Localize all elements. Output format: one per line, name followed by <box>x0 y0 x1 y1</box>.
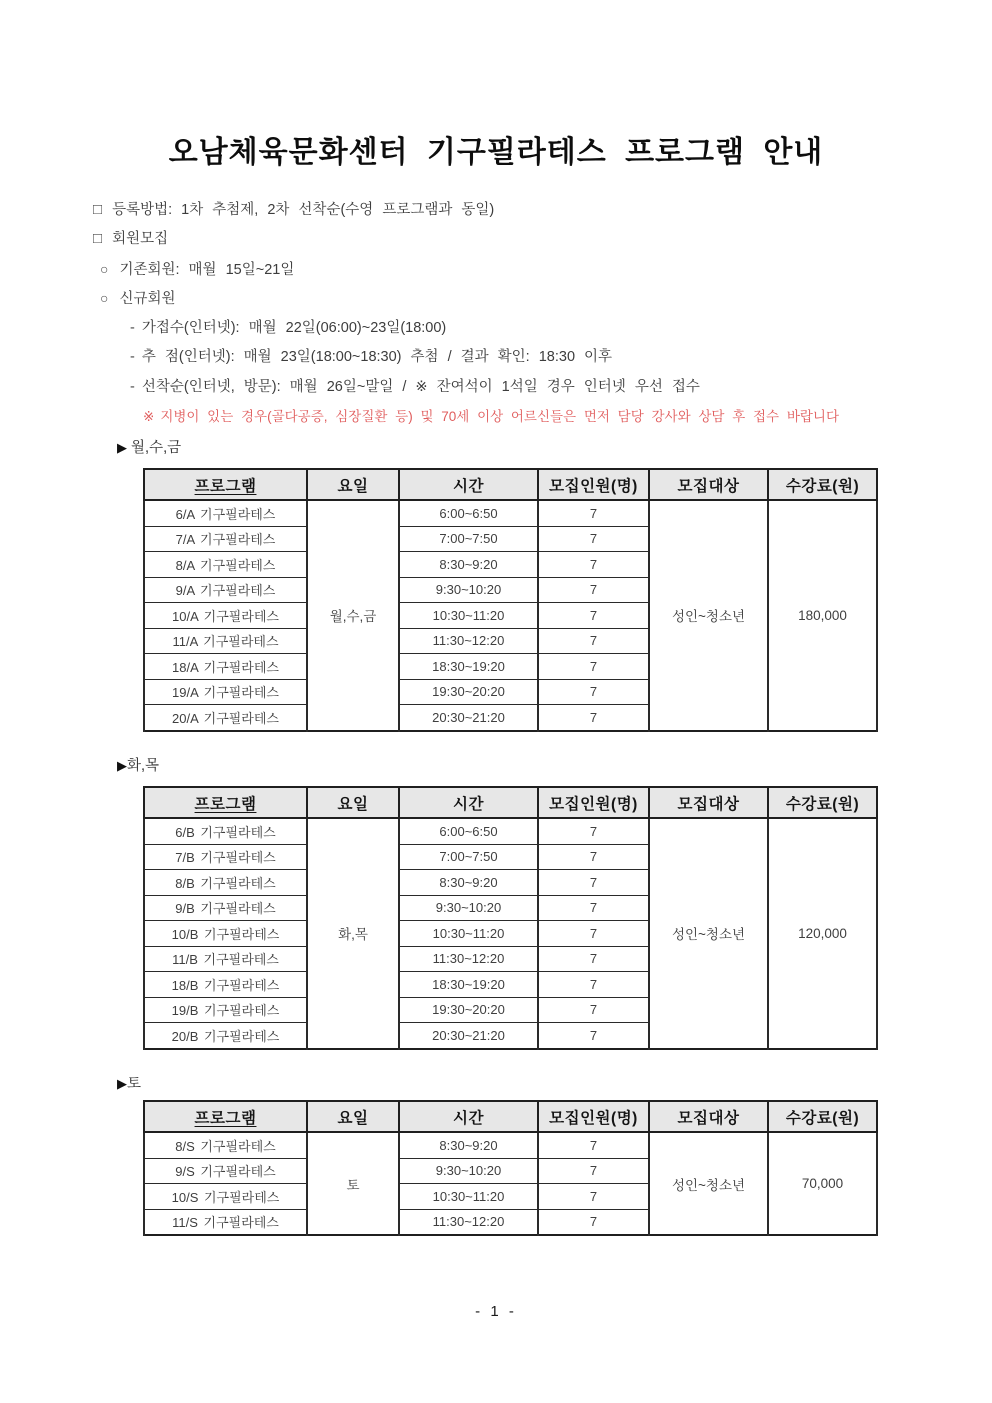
program-cell: 18/B 기구필라테스 <box>144 972 307 998</box>
time-cell: 8:30~9:20 <box>399 870 538 896</box>
time-cell: 9:30~10:20 <box>399 577 538 603</box>
dash-bullet-icon: - <box>130 349 135 365</box>
capacity-cell: 7 <box>538 552 649 578</box>
time-cell: 20:30~21:20 <box>399 1023 538 1049</box>
header-target: 모집대상 <box>649 787 768 818</box>
capacity-cell: 7 <box>538 654 649 680</box>
time-cell: 10:30~11:20 <box>399 1184 538 1210</box>
header-capacity: 모집인원(명) <box>538 1101 649 1132</box>
table-header-row <box>144 787 877 818</box>
header-capacity: 모집인원(명) <box>538 787 649 818</box>
section-label-mon-wed-fri <box>117 436 181 457</box>
notice-line <box>130 318 446 338</box>
square-bullet-icon: □ <box>93 230 103 247</box>
health-warning-note <box>143 407 839 427</box>
day-cell: 월,수,금 <box>307 500 399 731</box>
target-cell: 성인~청소년 <box>649 1132 768 1235</box>
day-cell: 화,목 <box>307 818 399 1049</box>
time-cell: 7:00~7:50 <box>399 844 538 870</box>
fee-cell: 70,000 <box>768 1132 877 1235</box>
time-cell: 11:30~12:20 <box>399 1209 538 1235</box>
time-cell: 11:30~12:20 <box>399 628 538 654</box>
program-cell: 9/S 기구필라테스 <box>144 1158 307 1184</box>
program-cell: 19/A 기구필라테스 <box>144 679 307 705</box>
program-cell: 10/B 기구필라테스 <box>144 921 307 947</box>
program-cell: 11/B 기구필라테스 <box>144 946 307 972</box>
section-label-text: 화,목 <box>127 758 160 774</box>
header-day: 요일 <box>307 787 399 818</box>
notice-text: 가접수(인터넷): 매월 22일(06:00)~23일(18:00) <box>141 320 447 336</box>
time-cell: 6:00~6:50 <box>399 818 538 844</box>
program-cell: 6/A 기구필라테스 <box>144 500 307 526</box>
fee-cell: 180,000 <box>768 500 877 731</box>
capacity-cell: 7 <box>538 895 649 921</box>
header-program: 프로그램 <box>144 1101 307 1132</box>
triangle-bullet-icon: ▶ <box>117 440 127 455</box>
header-target: 모집대상 <box>649 1101 768 1132</box>
header-time: 시간 <box>399 469 538 500</box>
program-cell: 20/A 기구필라테스 <box>144 705 307 731</box>
schedule-table-tue-thu <box>143 786 878 1050</box>
capacity-cell: 7 <box>538 1023 649 1049</box>
triangle-bullet-icon: ▶ <box>117 1076 127 1091</box>
notice-text: 기존회원: 매월 15일~21일 <box>119 262 295 278</box>
program-cell: 7/A 기구필라테스 <box>144 526 307 552</box>
time-cell: 8:30~9:20 <box>399 1132 538 1158</box>
header-program: 프로그램 <box>144 469 307 500</box>
capacity-cell: 7 <box>538 1158 649 1184</box>
capacity-cell: 7 <box>538 1209 649 1235</box>
notice-line <box>93 229 168 249</box>
program-cell: 11/S 기구필라테스 <box>144 1209 307 1235</box>
time-cell: 18:30~19:20 <box>399 654 538 680</box>
time-cell: 18:30~19:20 <box>399 972 538 998</box>
time-cell: 10:30~11:20 <box>399 921 538 947</box>
notice-line <box>93 200 494 220</box>
section-label-tue-thu <box>117 754 159 775</box>
section-label-text: 토 <box>127 1076 142 1092</box>
header-time: 시간 <box>399 1101 538 1132</box>
table-row <box>144 1132 877 1158</box>
reference-mark-icon: ※ <box>143 409 155 424</box>
time-cell: 7:00~7:50 <box>399 526 538 552</box>
table-row <box>144 500 877 526</box>
capacity-cell: 7 <box>538 679 649 705</box>
time-cell: 9:30~10:20 <box>399 1158 538 1184</box>
program-cell: 20/B 기구필라테스 <box>144 1023 307 1049</box>
program-cell: 8/A 기구필라테스 <box>144 552 307 578</box>
header-program: 프로그램 <box>144 787 307 818</box>
table-header-row <box>144 1101 877 1132</box>
target-cell: 성인~청소년 <box>649 500 768 731</box>
capacity-cell: 7 <box>538 818 649 844</box>
notice-text: 선착순(인터넷, 방문): 매월 26일~말일 / ※ 잔여석이 1석일 경우 인터넷 우선 접수 <box>141 379 700 395</box>
section-label-text: 월,수,금 <box>127 440 182 456</box>
capacity-cell: 7 <box>538 628 649 654</box>
capacity-cell: 7 <box>538 997 649 1023</box>
time-cell: 9:30~10:20 <box>399 895 538 921</box>
capacity-cell: 7 <box>538 1132 649 1158</box>
circle-bullet-icon: ○ <box>100 261 109 277</box>
page-title: 오남체육문화센터 기구필라테스 프로그램 안내 <box>168 136 824 169</box>
notice-line <box>130 347 612 367</box>
time-cell: 19:30~20:20 <box>399 997 538 1023</box>
capacity-cell: 7 <box>538 577 649 603</box>
dash-bullet-icon: - <box>130 379 135 395</box>
time-cell: 11:30~12:20 <box>399 946 538 972</box>
schedule-table-mon-wed-fri <box>143 468 878 732</box>
header-fee: 수강료(원) <box>768 787 877 818</box>
header-time: 시간 <box>399 787 538 818</box>
capacity-cell: 7 <box>538 921 649 947</box>
time-cell: 8:30~9:20 <box>399 552 538 578</box>
notice-line <box>100 259 294 280</box>
schedule-table-sat <box>143 1100 878 1236</box>
program-cell: 10/S 기구필라테스 <box>144 1184 307 1210</box>
program-cell: 10/A 기구필라테스 <box>144 603 307 629</box>
program-cell: 11/A 기구필라테스 <box>144 628 307 654</box>
dash-bullet-icon: - <box>130 320 135 336</box>
circle-bullet-icon: ○ <box>100 290 109 306</box>
fee-cell: 120,000 <box>768 818 877 1049</box>
capacity-cell: 7 <box>538 870 649 896</box>
notice-text: 지병이 있는 경우(골다공증, 심장질환 등) 및 70세 이상 어르신들은 먼저 담당 강사와 상담 후 접수 바랍니다 <box>160 409 840 424</box>
program-cell: 19/B 기구필라테스 <box>144 997 307 1023</box>
header-fee: 수강료(원) <box>768 469 877 500</box>
capacity-cell: 7 <box>538 705 649 731</box>
capacity-cell: 7 <box>538 500 649 526</box>
time-cell: 19:30~20:20 <box>399 679 538 705</box>
capacity-cell: 7 <box>538 603 649 629</box>
table-row <box>144 818 877 844</box>
program-cell: 18/A 기구필라테스 <box>144 654 307 680</box>
section-label-sat <box>117 1072 141 1093</box>
header-capacity: 모집인원(명) <box>538 469 649 500</box>
square-bullet-icon: □ <box>93 201 103 218</box>
notice-text: 신규회원 <box>119 291 176 307</box>
header-day: 요일 <box>307 469 399 500</box>
header-fee: 수강료(원) <box>768 1101 877 1132</box>
program-cell: 8/B 기구필라테스 <box>144 870 307 896</box>
time-cell: 20:30~21:20 <box>399 705 538 731</box>
program-cell: 6/B 기구필라테스 <box>144 818 307 844</box>
time-cell: 10:30~11:20 <box>399 603 538 629</box>
table-header-row <box>144 469 877 500</box>
program-cell: 8/S 기구필라테스 <box>144 1132 307 1158</box>
capacity-cell: 7 <box>538 972 649 998</box>
page-number: - 1 - <box>475 1303 517 1320</box>
notice-text: 추 점(인터넷): 매월 23일(18:00~18:30) 추첨 / 결과 확인: 18:30 이후 <box>141 349 613 365</box>
notice-line <box>100 288 176 309</box>
notice-line <box>130 377 700 397</box>
capacity-cell: 7 <box>538 844 649 870</box>
program-cell: 7/B 기구필라테스 <box>144 844 307 870</box>
capacity-cell: 7 <box>538 526 649 552</box>
header-day: 요일 <box>307 1101 399 1132</box>
time-cell: 6:00~6:50 <box>399 500 538 526</box>
notice-text: 등록방법: 1차 추첨제, 2차 선착순(수영 프로그램과 동일) <box>112 202 495 218</box>
target-cell: 성인~청소년 <box>649 818 768 1049</box>
day-cell: 토 <box>307 1132 399 1235</box>
triangle-bullet-icon: ▶ <box>117 758 127 773</box>
notice-text: 회원모집 <box>112 231 169 247</box>
capacity-cell: 7 <box>538 1184 649 1210</box>
capacity-cell: 7 <box>538 946 649 972</box>
program-cell: 9/B 기구필라테스 <box>144 895 307 921</box>
program-cell: 9/A 기구필라테스 <box>144 577 307 603</box>
header-target: 모집대상 <box>649 469 768 500</box>
